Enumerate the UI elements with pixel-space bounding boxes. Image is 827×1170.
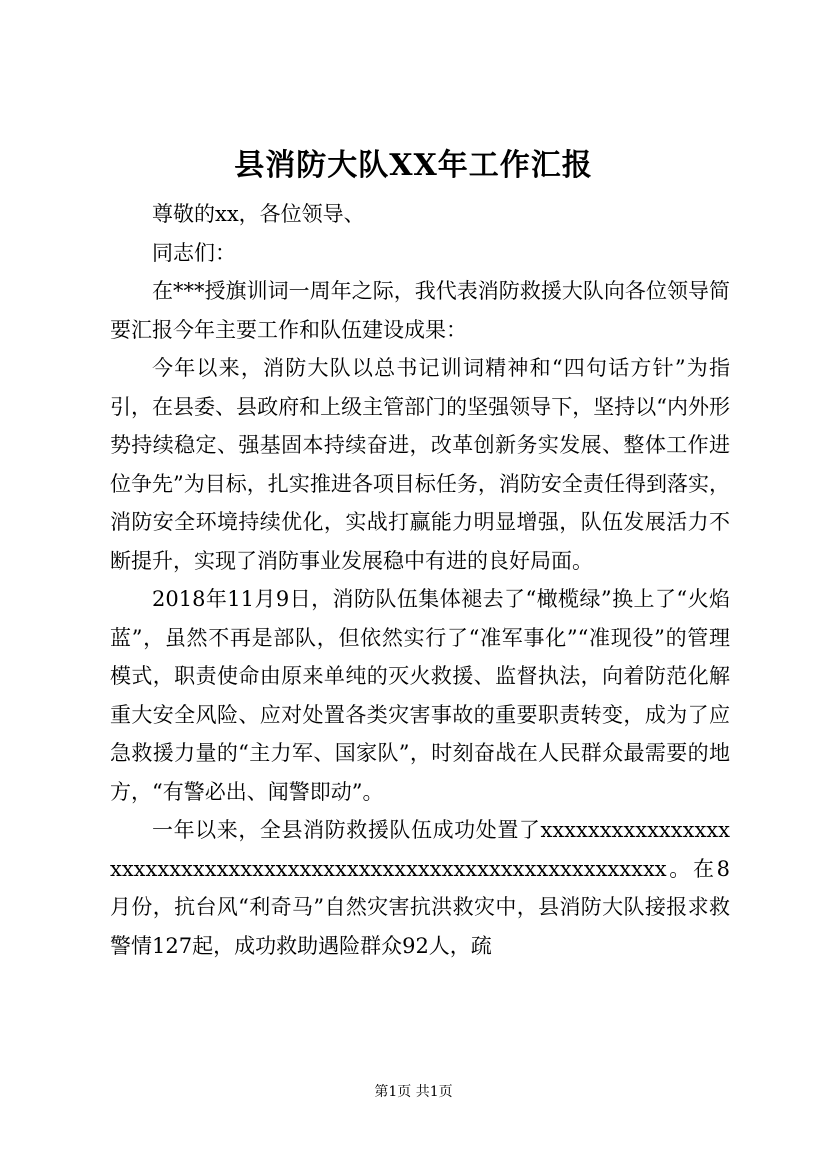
- page-number-footer: 第1页 共1页: [374, 1084, 453, 1100]
- paragraph-year-summary: 一年以来，全县消防救援队伍成功处置了xxxxxxxxxxxxxxxxxxxxxxxxxxxxxxxxxxxxxxxxxxxxxxxxxxxxxxxxxxxxxxx。在8月份，抗台风“利奇马”自然灾害抗洪救灾中，县消防大队接报求救警情127起，成功救助遇险群众92人，疏: [110, 818, 730, 958]
- paragraph-intro: 在***授旗训词一周年之际，我代表消防救援大队向各位领导简要汇报今年主要工作和队伍建设成果：: [110, 279, 730, 342]
- salutation-line-2: 同志们：: [152, 240, 236, 265]
- document-title: 县消防大队XX年工作汇报: [234, 148, 593, 183]
- salutation-line-1: 尊敬的xx，各位领导、: [152, 202, 365, 226]
- paragraph-overview: 今年以来，消防大队以总书记训词精神和“四句话方针”为指引，在县委、县政府和上级主管部门的坚强领导下，坚持以“内外形势持续稳定、强基固本持续奋进，改革创新务实发展、整体工作进位争先”为目标，扎实推进各项目标任务，消防安全责任得到落实，消防安全环境持续优化，实战打赢能力明显增强，队伍发展活力不断提升，实现了消防事业发展稳中有进的良好局面。: [110, 356, 730, 573]
- document-body: [110, 195, 730, 965]
- paragraph-reform: 2018年11月9日，消防队伍集体褪去了“橄榄绿”换上了“火焰蓝”，虽然不再是部队，但依然实行了“准军事化”“准现役”的管理模式，职责使命由原来单纯的灭火救援、监督执法，向着防范化解重大安全风险、应对处置各类灾害事故的重要职责转变，成为了应急救援力量的“主力军、国家队”，时刻奋战在人民群众最需要的地方，“有警必出、闻警即动”。: [110, 587, 730, 804]
